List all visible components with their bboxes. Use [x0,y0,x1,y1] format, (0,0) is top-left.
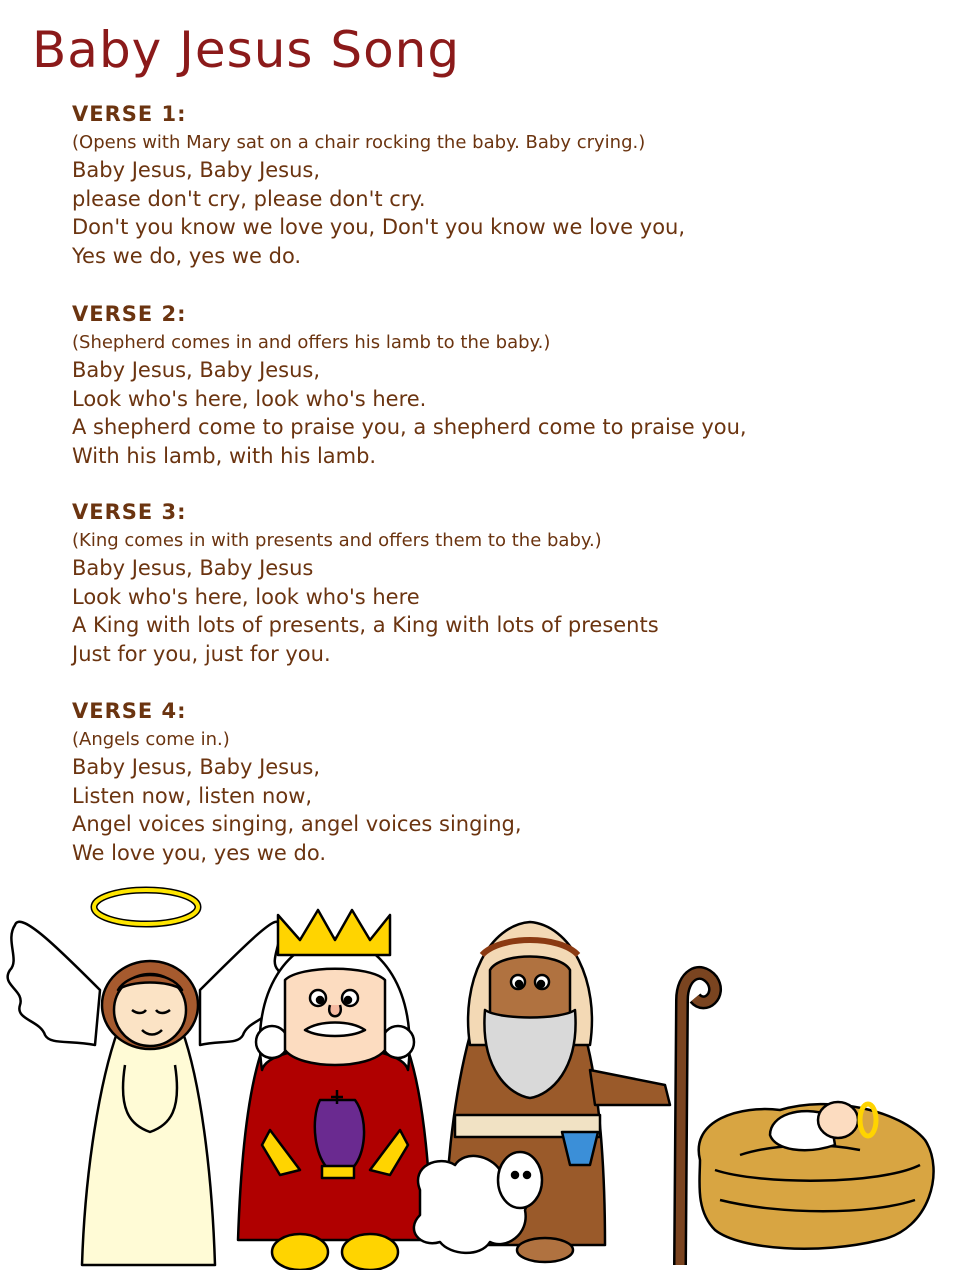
stage-direction: (Angels come in.) [72,729,230,750]
lyric-line: Look who's here, look who's here. [72,386,427,411]
lyric-line: Baby Jesus, Baby Jesus, [72,158,321,182]
lyric-line: Don't you know we love you, Don't you know we love you, [72,215,686,240]
lyric-line: A King with lots of presents, a King with lots of presents [72,613,659,638]
verse-4 [72,697,932,867]
lyric-line: Listen now, listen now, [72,783,313,808]
lyric-line: please don't cry, please don't cry. [72,186,426,211]
verse-heading: VERSE 1: [72,102,187,126]
verse-1 [72,100,932,270]
stage-direction: (King comes in with presents and offers them to the baby.) [72,530,602,551]
verse-heading: VERSE 3: [72,500,187,524]
stage-direction: (Shepherd comes in and offers his lamb to the baby.) [72,332,551,353]
lyric-line: Look who's here, look who's here [72,584,420,609]
lyric-line: With his lamb, with his lamb. [72,443,377,468]
verse-heading: VERSE 4: [72,699,187,723]
lyric-line: Angel voices singing, angel voices singing, [72,812,522,837]
verse-3 [72,498,932,668]
baby-manger-figure [699,1102,934,1249]
verse-2 [72,300,932,470]
nativity-illustration [0,870,958,1270]
lyric-line: A shepherd come to praise you, a shepherd come to praise you, [72,415,747,440]
lyric-line: Baby Jesus, Baby Jesus [72,556,314,580]
lyric-line: Yes we do, yes we do. [72,243,302,268]
verse-heading: VERSE 2: [72,302,187,326]
lyric-line: We love you, yes we do. [72,840,326,865]
lyric-line: Just for you, just for you. [72,641,331,666]
page-title: Baby Jesus Song [32,21,461,79]
stage-direction: (Opens with Mary sat on a chair rocking the baby. Baby crying.) [72,132,646,153]
lyric-line: Baby Jesus, Baby Jesus, [72,358,321,382]
lyric-line: Baby Jesus, Baby Jesus, [72,755,321,779]
